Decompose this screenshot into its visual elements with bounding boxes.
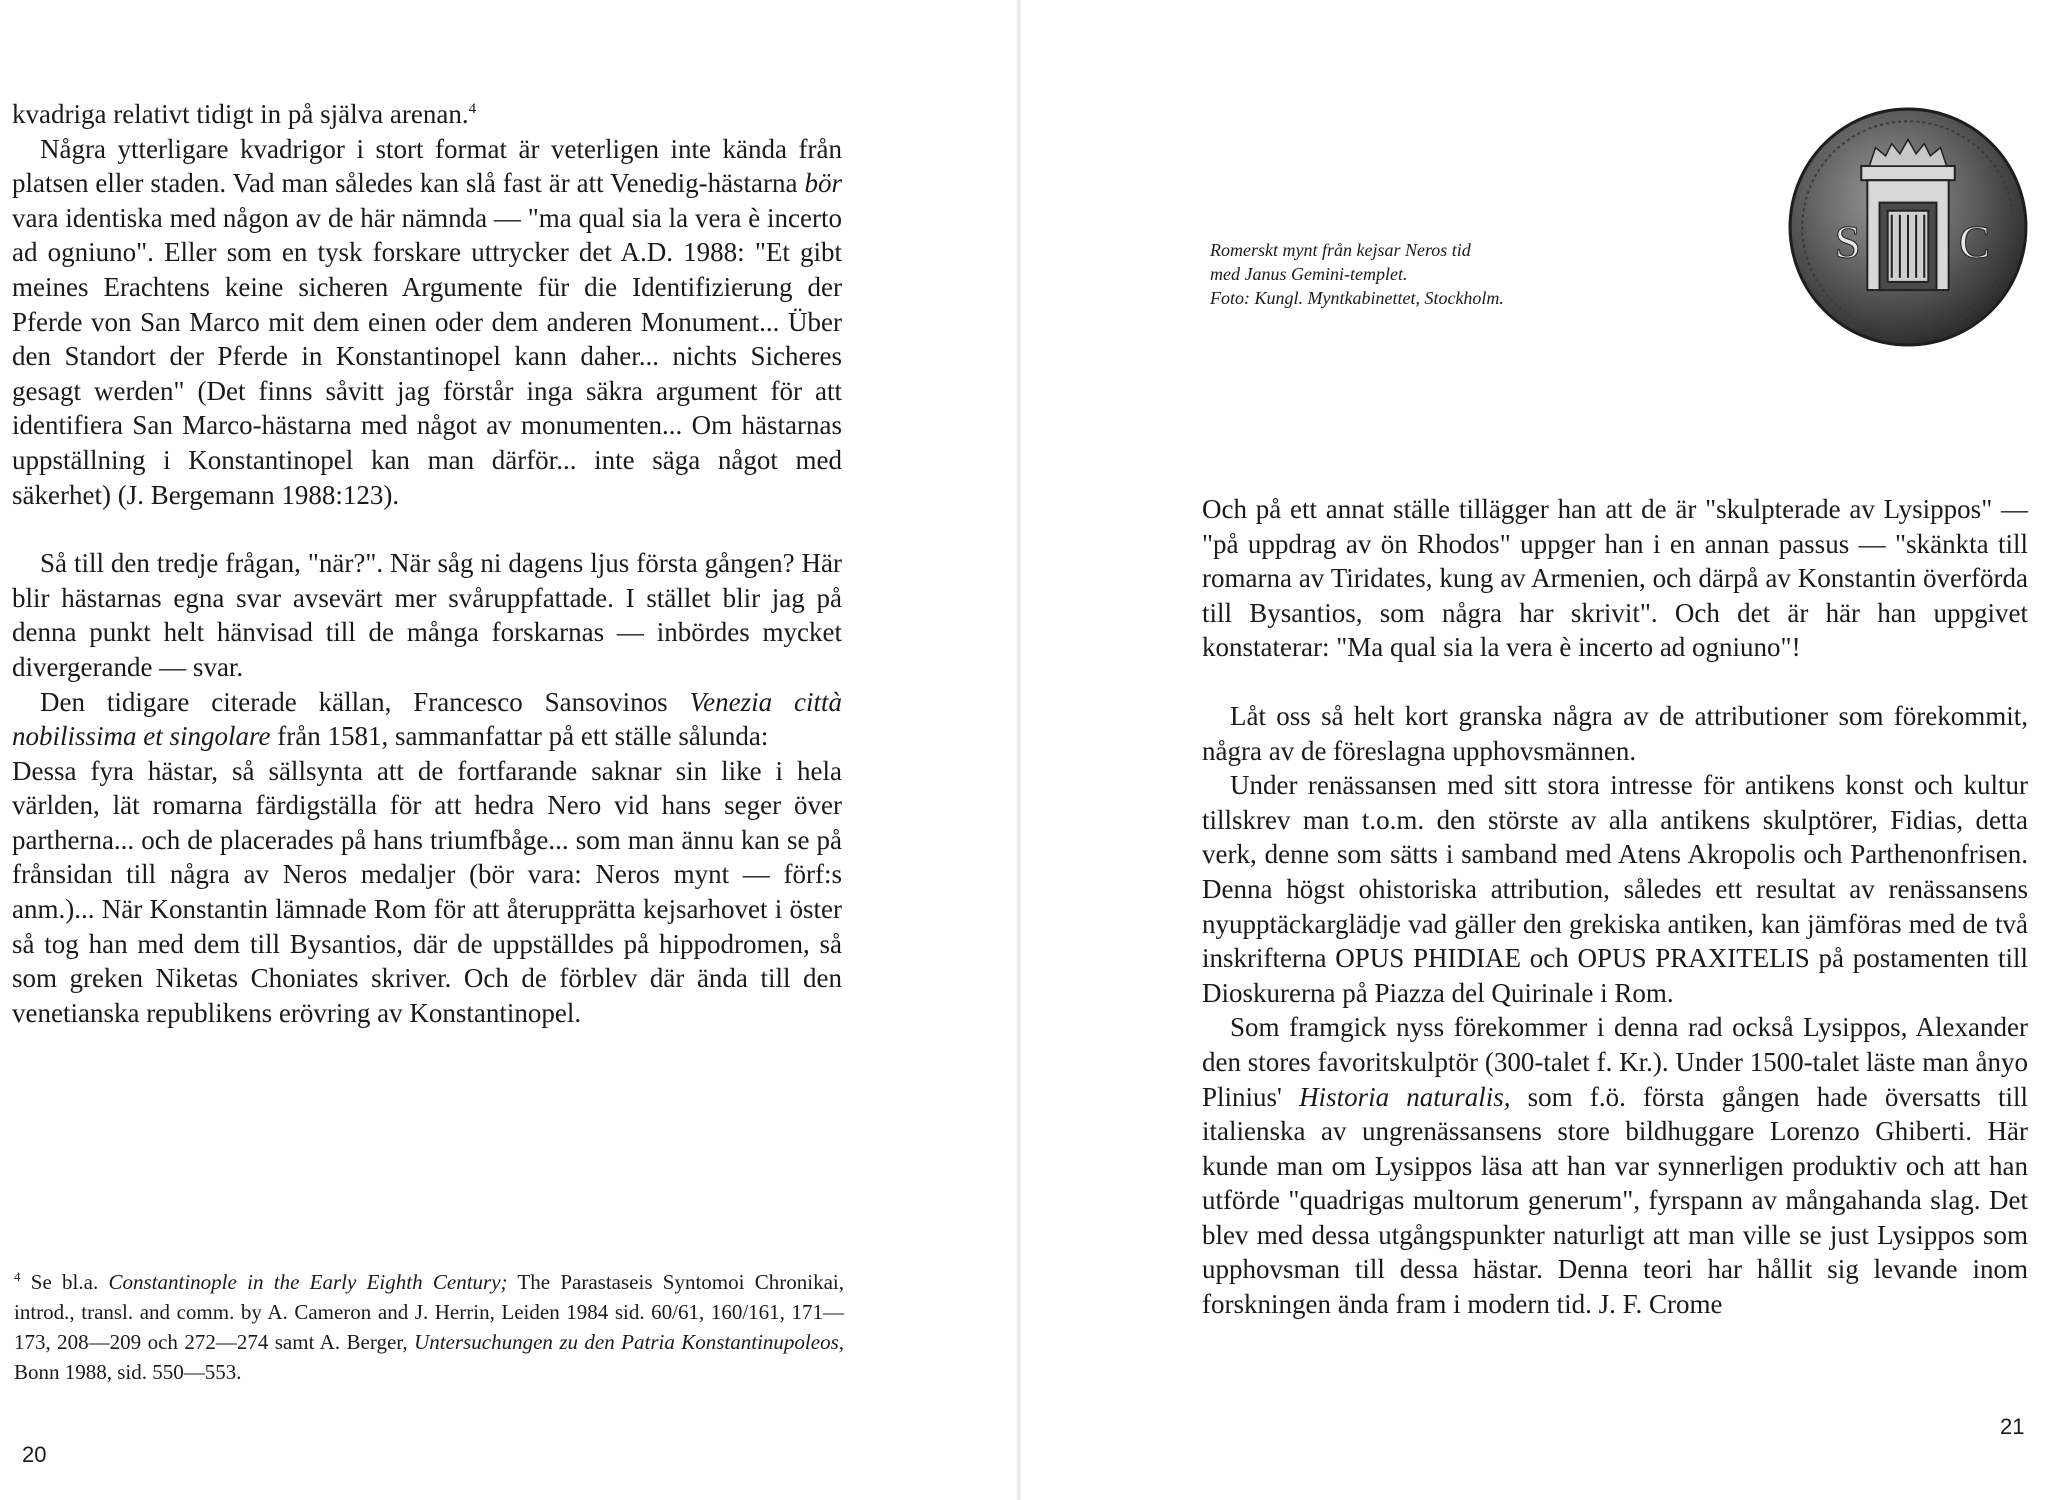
footnote-reference[interactable]: 4 [468, 101, 477, 117]
paragraph-lysippos: Som framgick nyss förekommer i denna rad också Lysippos, Alexander den stores favoritskulptör (300-talet f. Kr.). Under 1500-talet läste man ånyo Plinius' Historia naturalis, som f.ö. första gången hade översatts till italienska av ungrenässansens store bildhuggare Lorenzo Ghiberti. Här kunde man om Lysippos läsa att han var synnerligen produktiv och att han utförde "quadrigas multorum generum", fyrspann av mångahanda slag. Det blev med dessa utgångspunkter naturligt att man ville se just Lysippos som upphovsman till dessa hästar. Denna teori har hållit sig levande inom forskningen ända fram i modern tid. J. F. Crome [1202, 1012, 2028, 1320]
figure-caption [1210, 238, 1630, 310]
footnote: $^4$ Se bl.a. Constantinople in the Early Eighth Century; The Parastaseis Syntomoi Chronikai, introd., transl. and comm. by A. Cameron and J. Herrin, Leiden 1984 sid. 60/61, 160/161, 171—173, 208—209 och 272—274 samt A. Berger, Untersuchungen zu den Patria Konstantinupoleos, Bonn 1988, sid. 550—553. [14, 1269, 844, 1384]
temple-arch [1861, 166, 1955, 290]
coin-letter-c: C [1958, 216, 1991, 269]
paragraph-lysippos-quote: Och på ett annat ställe tillägger han att de är "skulpterade av Lysippos" — "på uppdrag av ön Rhodos" uppger han i en annan passus — "skänkta till romarna av Tiridates, kung av Armenien, och därpå av Konstantin överförda till Bysantios, som några har skrivit". Och det är här han uppgivet konstaterar: "Ma qual sia la vera è incerto ad ogniuno"! [1202, 494, 2028, 663]
paragraph-sansovino: Den tidigare citerade källan, Francesco Sansovinos Venezia città nobilissima et singolare från 1581, sammanfattar på ett ställe sålunda: [12, 686, 842, 752]
coin-letter-s: S [1834, 216, 1861, 269]
left-page [0, 0, 1020, 1500]
paragraph-attributions: Låt oss så helt kort granska några av de attributioner som förekommit, några av de föreslagna upphovsmännen. [1202, 700, 2028, 766]
roman-coin-image [1786, 105, 2030, 349]
caption-line: Romerskt mynt från kejsar Neros tid [1210, 240, 1471, 260]
paragraph-third-question: Så till den tredje frågan, "när?". När såg ni dagens ljus första gången? Här blir hästarnas egna svar avsevärt mer svåruppfattade. I stället blir jag på denna punkt helt hänvisad till de många forskarnas — inbördes mycket divergerande — svar. [12, 548, 842, 682]
paragraph-continued: kvadriga relativt tidigt in på själva arenan.$^4$ [12, 99, 477, 129]
right-page [1020, 0, 2048, 1500]
paragraph-renaissance: Under renässansen med sitt stora intresse för antikens konst och kultur tillskrev man t.o.m. den störste av alla antikens skulptörer, Fidias, detta verk, denne som sätts i samband med Atens Akropolis och Parthenonfrisen. Denna högst ohistoriska attribution, således ett resultat av renässansens nyupptäckarglädje vad gäller den grekiska antiken, kan jämföras med de två inskrifterna OPUS PHIDIAE och OPUS PRAXITELIS på postamenten till Dioskurerna på Piazza del Quirinale i Rom. [1202, 770, 2028, 1008]
caption-line: med Janus Gemini-templet. [1210, 264, 1408, 284]
block-quote: Dessa fyra hästar, så sällsynta att de fortfarande saknar sin like i hela världen, lät romarna färdigställa för att hedra Nero vid hans seger över partherna... och de placerades på hans triumfbåge... som man ännu kan se på frånsidan till några av Neros medaljer (bör vara: Neros mynt — förf:s anm.)... När Konstantin lämnade Rom för att återupprätta kejsarhovet i öster så tog han med dem till Bysantios, där de uppställdes på hippodromen, så som greken Niketas Choniates skriver. Och de förblev där ända till den venetianska republikens erövring av Konstantinopel. [12, 755, 842, 1028]
right-text-column [1202, 492, 2028, 1322]
page-number: 21 [2000, 1414, 2025, 1439]
paragraph-identification: Några ytterligare kvadrigor i stort format är veterligen inte kända från platsen eller staden. Vad man således kan slå fast är att Venedig-hästarna bör vara identiska med någon av de här nämnda — "ma qual sia la vera è incerto ad ogniuno". Eller som en tysk forskare uttrycker det A.D. 1988: "Et gibt meines Erachtens keine sicheren Argumente für die Identifizierung der Pferde von San Marco mit dem einen oder dem anderen Monument... Über den Standort der Pferde in Konstantinopel kann daher... nichts Sicheres gesagt werden" (Det finns såvitt jag förstår inga säkra argument för att identifiera San Marco-hästarna med något av monumenten... Om hästarnas uppställning i Konstantinopel kan man därför... inte säga något med säkerhet) (J. Bergemann 1988:123). [12, 133, 842, 510]
left-text-column [12, 92, 842, 1030]
page-number: 20 [22, 1442, 47, 1467]
caption-line: Foto: Kungl. Myntkabinettet, Stockholm. [1210, 288, 1504, 308]
